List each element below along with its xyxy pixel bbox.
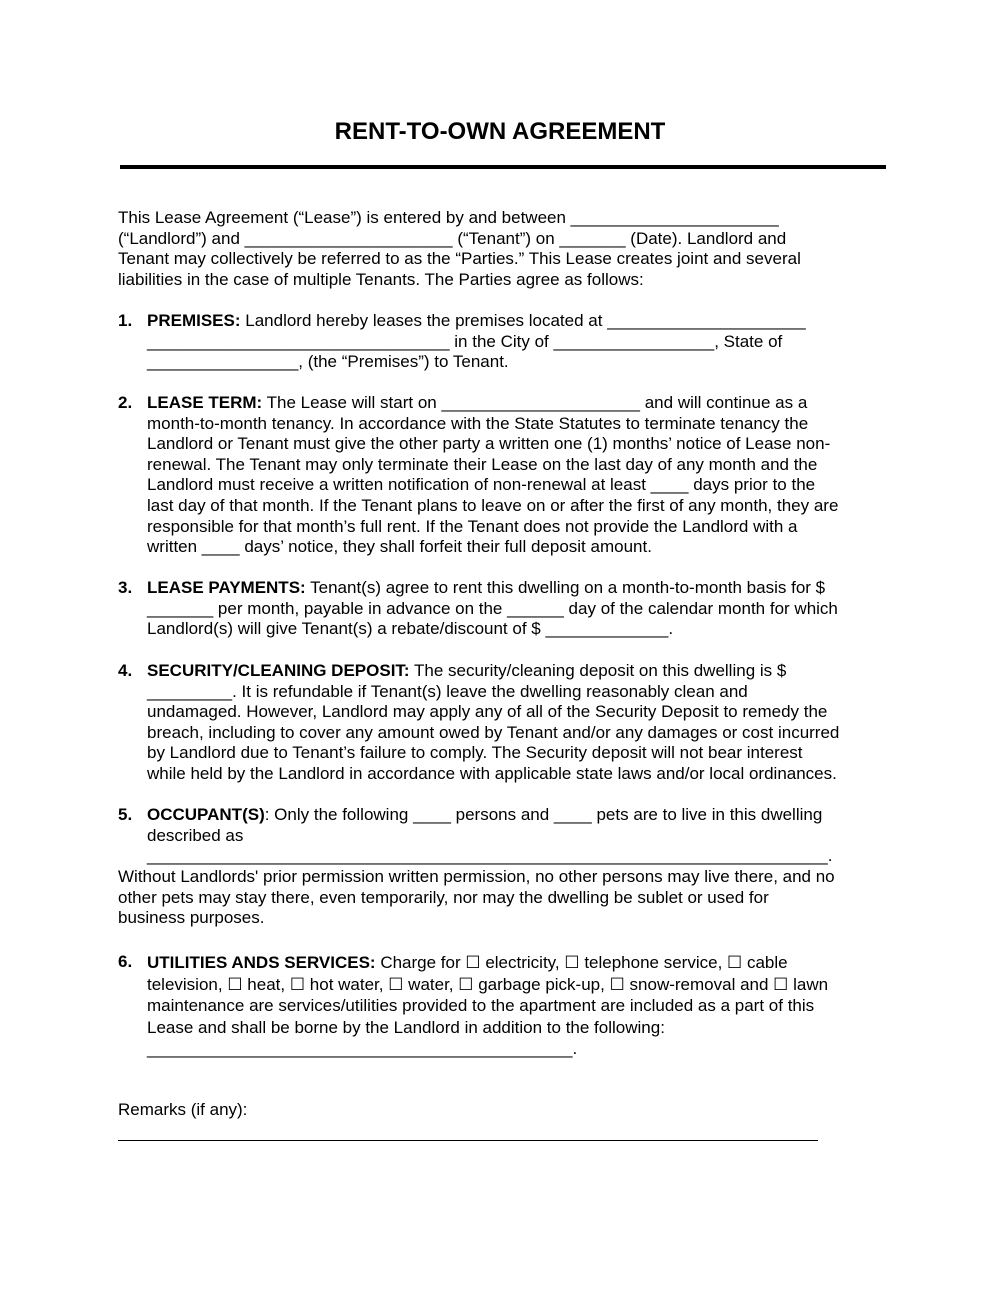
- section-line: ________________________________ in the City of _________________, State of: [147, 331, 783, 351]
- section-heading: PREMISES:: [147, 311, 241, 330]
- section-line: _____________________________________________.: [147, 1039, 578, 1058]
- section-heading: UTILITIES ANDS SERVICES:: [147, 953, 376, 972]
- intro-line: This Lease Agreement (“Lease”) is entered by and between ______________________: [118, 208, 779, 227]
- section-body: [147, 805, 832, 867]
- section-number: 1.: [118, 311, 133, 330]
- section-line: described as: [147, 825, 244, 845]
- section-line: by Landlord due to Tenant’s failure to comply. The Security deposit will not bear interest: [147, 743, 803, 763]
- section-line: breach, including to cover any amount owed by Tenant and/or any damages or cost incurred: [147, 722, 840, 742]
- section-heading: LEASE TERM:: [147, 393, 263, 412]
- section-line: television, ☐ heat, ☐ hot water, ☐ water, ☐ garbage pick-up, ☐ snow-removal and ☐ lawn: [147, 974, 829, 994]
- section-line: Charge for ☐ electricity, ☐ telephone service, ☐ cable: [375, 953, 788, 972]
- section-line: Landlord must receive a written notification of non-renewal at least ____ days prior to the: [147, 475, 816, 495]
- section-line: _______ per month, payable in advance on the ______ day of the calendar month for which: [147, 598, 838, 618]
- section-line: written ____ days’ notice, they shall forfeit their full deposit amount.: [147, 537, 652, 557]
- section-line: Landlord hereby leases the premises located at _____________________: [240, 311, 806, 330]
- section-number: 4.: [118, 661, 133, 680]
- section-line: The security/cleaning deposit on this dwelling is $: [409, 661, 787, 680]
- section-body: [147, 311, 806, 373]
- section-number: 5.: [118, 805, 133, 824]
- document-title: RENT-TO-OWN AGREEMENT: [334, 118, 666, 145]
- occupants-note: [118, 867, 835, 929]
- section-line: last day of that month. If the Tenant plans to leave on or after the first of any month, they are: [147, 495, 839, 515]
- intro-line: Tenant may collectively be referred to as the “Parties.” This Lease creates joint and several: [118, 249, 801, 269]
- section-body: [147, 661, 839, 785]
- section-heading: LEASE PAYMENTS:: [147, 578, 306, 597]
- title-divider: [120, 165, 886, 169]
- section-line: Landlord(s) will give Tenant(s) a rebate/discount of $ _____________.: [147, 619, 674, 639]
- remarks-label: Remarks (if any):: [118, 1100, 248, 1119]
- remarks-line: [118, 1140, 818, 1141]
- intro-line: liabilities in the case of multiple Tenants. The Parties agree as follows:: [118, 269, 644, 289]
- section-line: while held by the Landlord in accordance with applicable state laws and/or local ordinances.: [147, 763, 837, 783]
- section-body: [147, 578, 838, 640]
- section-line: responsible for that month’s full rent. If the Tenant does not provide the Landlord with a: [147, 516, 798, 536]
- section-line: _________. It is refundable if Tenant(s) leave the dwelling reasonably clean and: [147, 681, 748, 701]
- section-number: 6.: [118, 952, 133, 971]
- intro-line: (“Landlord”) and ______________________ (“Tenant”) on _______ (Date). Landlord and: [118, 228, 787, 248]
- section-body: [147, 952, 828, 1060]
- section-line: The Lease will start on _____________________ and will continue as a: [262, 393, 808, 412]
- section-heading: SECURITY/CLEANING DEPOSIT:: [147, 661, 410, 680]
- section-line: ________________, (the “Premises”) to Tenant.: [147, 352, 509, 372]
- section-line: month-to-month tenancy. In accordance with the State Statutes to terminate tenancy the: [147, 413, 809, 433]
- section-line: renewal. The Tenant may only terminate their Lease on the last day of any month and the: [147, 454, 818, 474]
- section-line: ________________________________________________________________________.: [147, 846, 833, 866]
- section-heading: OCCUPANT(S): [147, 805, 265, 824]
- section-line: Lease and shall be borne by the Landlord in addition to the following:: [147, 1017, 665, 1037]
- section-number: 2.: [118, 393, 133, 412]
- section-line: Tenant(s) agree to rent this dwelling on a month-to-month basis for $: [305, 578, 826, 597]
- intro-paragraph: [118, 208, 801, 290]
- section-line: undamaged. However, Landlord may apply any of all of the Security Deposit to remedy the: [147, 702, 828, 722]
- section-line: maintenance are services/utilities provided to the apartment are included as a part of this: [147, 996, 815, 1015]
- note-line: business purposes.: [118, 908, 265, 928]
- section-line: Landlord or Tenant must give the other party a written one (1) months’ notice of Lease non-: [147, 434, 831, 454]
- section-line: : Only the following ____ persons and ____ pets are to live in this dwelling: [264, 805, 823, 824]
- note-line: Without Landlords' prior permission written permission, no other persons may live there, and no: [118, 867, 835, 886]
- section-number: 3.: [118, 578, 133, 597]
- section-body: [147, 393, 838, 558]
- note-line: other pets may stay there, even temporarily, nor may the dwelling be sublet or used for: [118, 887, 769, 907]
